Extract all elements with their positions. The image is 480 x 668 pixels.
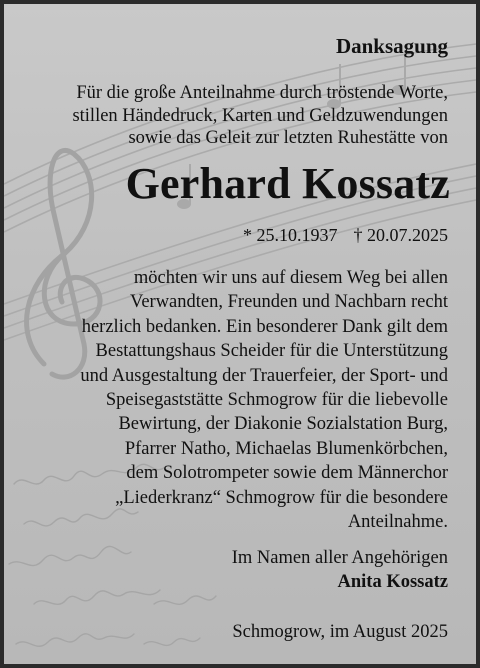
closing-line: Im Namen aller Angehörigen: [231, 548, 448, 568]
body-line: Verwandten, Freunden und Nachbarn recht: [130, 292, 448, 313]
body-line: Bewirtung, der Diakonie Sozialstation Burg,: [118, 414, 448, 435]
body-line: herzlich bedanken. Ein besonderer Dank gilt dem: [81, 316, 448, 337]
closing-block: [232, 546, 448, 594]
notice-content: [4, 4, 476, 664]
body-line: möchten wir uns auf diesem Weg bei allen: [133, 268, 448, 288]
body-line: „Liederkranz“ Schmogrow für die besondere: [115, 487, 448, 508]
deceased-name: Gerhard Kossatz: [125, 159, 450, 208]
notice-heading: Danksagung: [335, 34, 448, 58]
intro-line: sowie das Geleit zur letzten Ruhestätte von: [128, 128, 448, 148]
body-line: Bestattungshaus Scheider für die Unterstützung: [95, 341, 448, 362]
body-line: dem Solotrompeter sowie dem Männerchor: [126, 463, 448, 484]
thanks-paragraph: [80, 266, 448, 534]
body-line: und Ausgestaltung der Trauerfeier, der Sport- und: [80, 365, 448, 386]
intro-line: Für die große Anteilnahme durch tröstende Worte,: [76, 83, 448, 103]
body-line: Pfarrer Natho, Michaelas Blumenkörbchen,: [124, 438, 448, 459]
death-date: † 20.07.2025: [353, 225, 448, 245]
body-line: Speisegaststätte Schmogrow für die liebevolle: [105, 390, 448, 411]
signer-name: Anita Kossatz: [337, 572, 448, 592]
place-date: Schmogrow, im August 2025: [232, 622, 448, 642]
life-dates: [243, 224, 448, 246]
birth-date: * 25.10.1937: [243, 225, 338, 245]
body-line: Anteilnahme.: [347, 512, 448, 533]
intro-paragraph: [72, 82, 448, 150]
intro-line: stillen Händedruck, Karten und Geldzuwendungen: [72, 105, 448, 126]
